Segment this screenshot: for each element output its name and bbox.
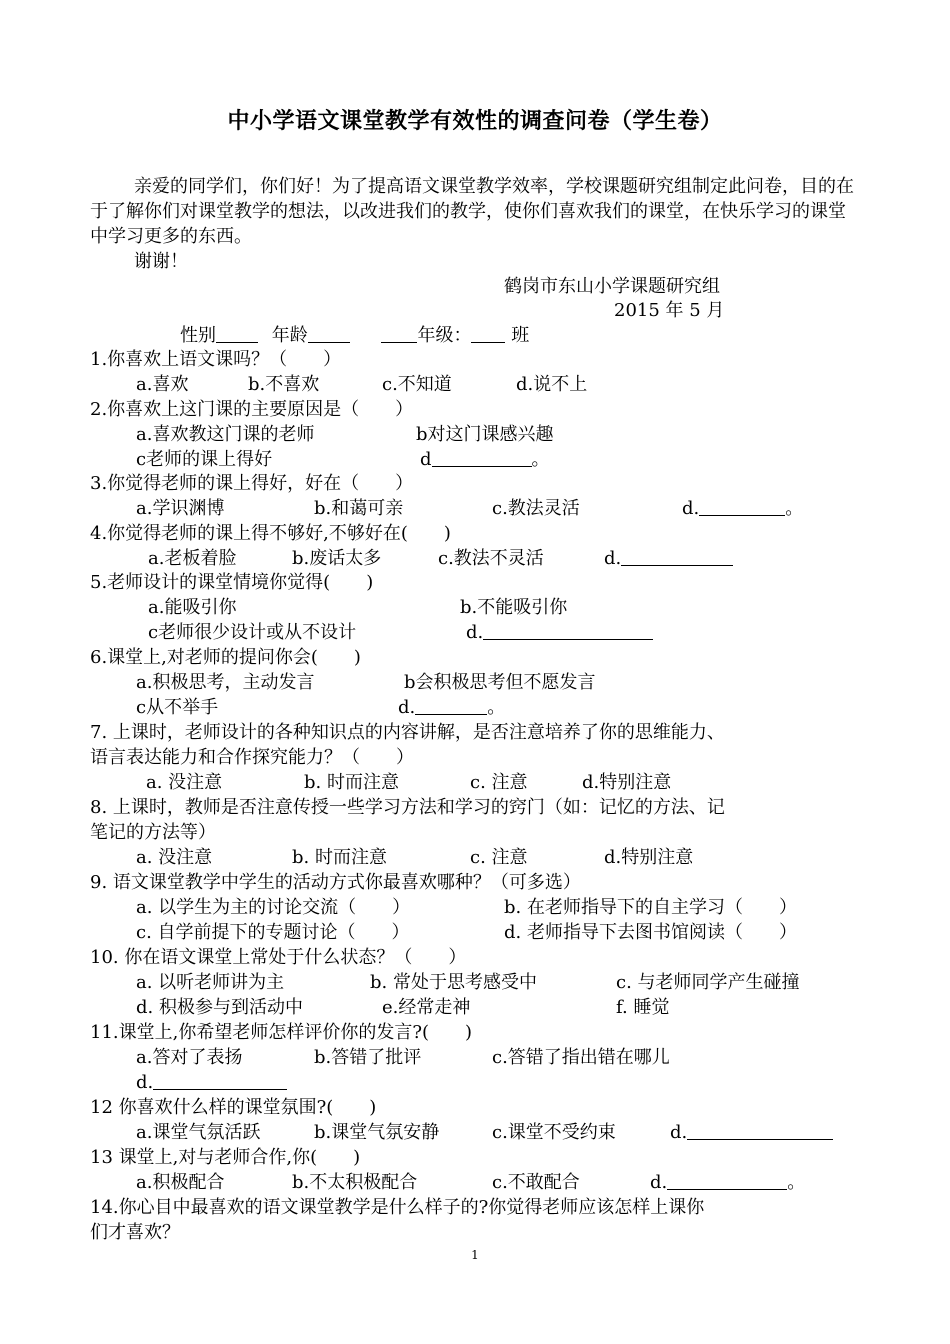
question-6-stem: 6.课堂上,对老师的提问你会( ) xyxy=(90,647,361,668)
question-1-stem: 1.你喜欢上语文课吗？（ ） xyxy=(90,349,342,370)
q9-option-b[interactable]: b. 在老师指导下的自主学习（ ） xyxy=(504,897,797,918)
question-12-stem: 12 你喜欢什么样的课堂氛围?( ) xyxy=(90,1097,377,1118)
q2-d-end: 。 xyxy=(531,449,550,470)
survey-date: 2015 年 5 月 xyxy=(614,300,725,321)
q2-option-d-label: d xyxy=(420,449,432,470)
q13-option-a[interactable]: a.积极配合 xyxy=(136,1172,225,1193)
q10-option-f[interactable]: f. 睡觉 xyxy=(616,997,670,1018)
q8-option-c[interactable]: c. 注意 xyxy=(470,847,528,868)
intro-paragraph: 亲爱的同学们，你们好！为了提高语文课堂教学效率，学校课题研究组制定此问卷，目的在于了解你们对课堂教学的想法，以改进我们的教学，使你们喜欢我们的课堂，在快乐学习的课堂中学习更多的东西。 xyxy=(90,176,854,247)
question-3-stem: 3.你觉得老师的课上得好，好在（ ） xyxy=(90,473,414,494)
q9-option-c[interactable]: c. 自学前提下的专题讨论（ ） xyxy=(136,922,410,943)
page-number: 1 xyxy=(471,1248,479,1262)
gender-field[interactable] xyxy=(216,324,258,343)
q2-option-a[interactable]: a.喜欢教这门课的老师 xyxy=(136,424,315,445)
q8-option-d[interactable]: d.特别注意 xyxy=(604,847,694,868)
q4-option-a[interactable]: a.老板着脸 xyxy=(148,548,237,569)
question-14-stem-2: 们才喜欢？ xyxy=(90,1222,180,1243)
q4-option-d-label: d. xyxy=(604,548,622,569)
q12-option-b[interactable]: b.课堂气氛安静 xyxy=(314,1122,440,1143)
q6-option-d-label: d. xyxy=(398,697,416,718)
q12-option-a[interactable]: a.课堂气氛活跃 xyxy=(136,1122,261,1143)
q5-option-d-label: d. xyxy=(466,622,484,643)
q5-option-d[interactable] xyxy=(466,620,653,645)
q5-option-b[interactable]: b.不能吸引你 xyxy=(460,597,568,618)
question-13-stem: 13 课堂上,对与老师合作,你( ) xyxy=(90,1147,361,1168)
q3-option-a[interactable]: a.学识渊博 xyxy=(136,498,225,519)
q13-d-blank[interactable] xyxy=(667,1171,787,1190)
q3-d-blank[interactable] xyxy=(699,497,785,516)
q5-option-a[interactable]: a.能吸引你 xyxy=(148,597,237,618)
q4-d-blank[interactable] xyxy=(621,547,733,566)
question-14-stem-1: 14.你心目中最喜欢的语文课堂教学是什么样子的?你觉得老师应该怎样上课你 xyxy=(90,1197,705,1218)
gender-label: 性别 xyxy=(180,325,216,346)
class-field[interactable] xyxy=(471,324,505,343)
q3-option-b[interactable]: b.和蔼可亲 xyxy=(314,498,404,519)
q6-option-c[interactable]: c从不举手 xyxy=(136,697,219,718)
q2-option-b[interactable]: b对这门课感兴趣 xyxy=(416,424,554,445)
q13-option-b[interactable]: b.不太积极配合 xyxy=(292,1172,418,1193)
q11-option-a[interactable]: a.答对了表扬 xyxy=(136,1047,243,1068)
q6-option-a[interactable]: a.积极思考，主动发言 xyxy=(136,672,315,693)
q1-option-c[interactable]: c.不知道 xyxy=(382,374,452,395)
q12-option-d[interactable] xyxy=(670,1120,833,1145)
question-10-stem: 10. 你在语文课堂上常处于什么状态？（ ） xyxy=(90,947,467,968)
q4-option-b[interactable]: b.废话太多 xyxy=(292,548,382,569)
question-5-stem: 5.老师设计的课堂情境你觉得( ) xyxy=(90,572,374,593)
q10-option-c[interactable]: c. 与老师同学产生碰撞 xyxy=(616,972,800,993)
question-8-stem-1: 8. 上课时，教师是否注意传授一些学习方法和学习的窍门（如：记忆的方法、记 xyxy=(90,797,725,818)
q7-option-b[interactable]: b. 时而注意 xyxy=(304,772,399,793)
q9-option-d[interactable]: d. 老师指导下去图书馆阅读（ ） xyxy=(504,922,797,943)
q11-option-d-label: d. xyxy=(136,1072,154,1093)
question-7-stem-1: 7. 上课时，老师设计的各种知识点的内容讲解，是否注意培养了你的思维能力、 xyxy=(90,722,725,743)
q10-option-b[interactable]: b. 常处于思考感受中 xyxy=(370,972,537,993)
q11-d-blank[interactable] xyxy=(153,1071,287,1090)
q13-d-end: 。 xyxy=(787,1172,806,1193)
q9-option-a[interactable]: a. 以学生为主的讨论交流（ ） xyxy=(136,897,411,918)
question-8-stem-2: 笔记的方法等） xyxy=(90,822,216,843)
q7-option-c[interactable]: c. 注意 xyxy=(470,772,528,793)
q13-option-d-label: d. xyxy=(650,1172,668,1193)
q10-option-e[interactable]: e.经常走神 xyxy=(382,997,471,1018)
q5-option-c[interactable]: c老师很少设计或从不设计 xyxy=(148,622,357,643)
q6-d-end: 。 xyxy=(487,697,506,718)
grade-field[interactable] xyxy=(381,324,417,343)
q1-option-d[interactable]: d.说不上 xyxy=(516,374,588,395)
q6-option-b[interactable]: b会积极思考但不愿发言 xyxy=(404,672,596,693)
q10-option-d[interactable]: d. 积极参与到活动中 xyxy=(136,997,303,1018)
q11-option-d[interactable] xyxy=(136,1070,287,1095)
q2-option-d[interactable] xyxy=(420,447,550,472)
q2-option-c[interactable]: c老师的课上得好 xyxy=(136,449,273,470)
q6-option-d[interactable] xyxy=(398,695,505,720)
q3-d-end: 。 xyxy=(785,498,804,519)
age-label: 年龄 xyxy=(271,325,308,346)
q10-option-a[interactable]: a. 以听老师讲为主 xyxy=(136,972,285,993)
q11-option-b[interactable]: b.答错了批评 xyxy=(314,1047,422,1068)
question-2-stem: 2.你喜欢上这门课的主要原因是（ ） xyxy=(90,399,414,420)
q6-d-blank[interactable] xyxy=(415,696,487,715)
q3-option-d[interactable] xyxy=(682,496,803,521)
q11-option-c[interactable]: c.答错了指出错在哪儿 xyxy=(492,1047,670,1068)
q3-option-d-label: d. xyxy=(682,498,700,519)
class-label: 班 xyxy=(511,325,530,346)
q12-d-blank[interactable] xyxy=(687,1121,833,1140)
org-name: 鹤岗市东山小学课题研究组 xyxy=(504,276,720,297)
q1-option-b[interactable]: b.不喜欢 xyxy=(248,374,320,395)
age-field[interactable] xyxy=(308,324,350,343)
q5-d-blank[interactable] xyxy=(483,621,653,640)
q7-option-d[interactable]: d.特别注意 xyxy=(582,772,672,793)
question-11-stem: 11.课堂上,你希望老师怎样评价你的发言?( ) xyxy=(90,1022,473,1043)
q12-option-c[interactable]: c.课堂不受约束 xyxy=(492,1122,616,1143)
question-4-stem: 4.你觉得老师的课上得不够好,不够好在( ) xyxy=(90,523,451,544)
thanks-text: 谢谢！ xyxy=(134,251,188,272)
q12-option-d-label: d. xyxy=(670,1122,688,1143)
question-7-stem-2: 语言表达能力和合作探究能力？（ ） xyxy=(90,747,414,768)
q7-option-a[interactable]: a. 没注意 xyxy=(146,772,223,793)
q2-d-blank[interactable] xyxy=(432,448,532,467)
info-fields xyxy=(180,323,529,348)
q13-option-c[interactable]: c.不敢配合 xyxy=(492,1172,580,1193)
q8-option-a[interactable]: a. 没注意 xyxy=(136,847,213,868)
page-title: 中小学语文课堂教学有效性的调查问卷（学生卷） xyxy=(227,109,723,134)
q13-option-d[interactable] xyxy=(650,1170,805,1195)
q4-option-d[interactable] xyxy=(604,546,733,571)
question-9-stem: 9. 语文课堂教学中学生的活动方式你最喜欢哪种？（可多选） xyxy=(90,872,581,893)
q8-option-b[interactable]: b. 时而注意 xyxy=(292,847,387,868)
q3-option-c[interactable]: c.教法灵活 xyxy=(492,498,580,519)
q1-option-a[interactable]: a.喜欢 xyxy=(136,374,189,395)
grade-label: 年级： xyxy=(417,325,472,346)
q4-option-c[interactable]: c.教法不灵活 xyxy=(438,548,544,569)
